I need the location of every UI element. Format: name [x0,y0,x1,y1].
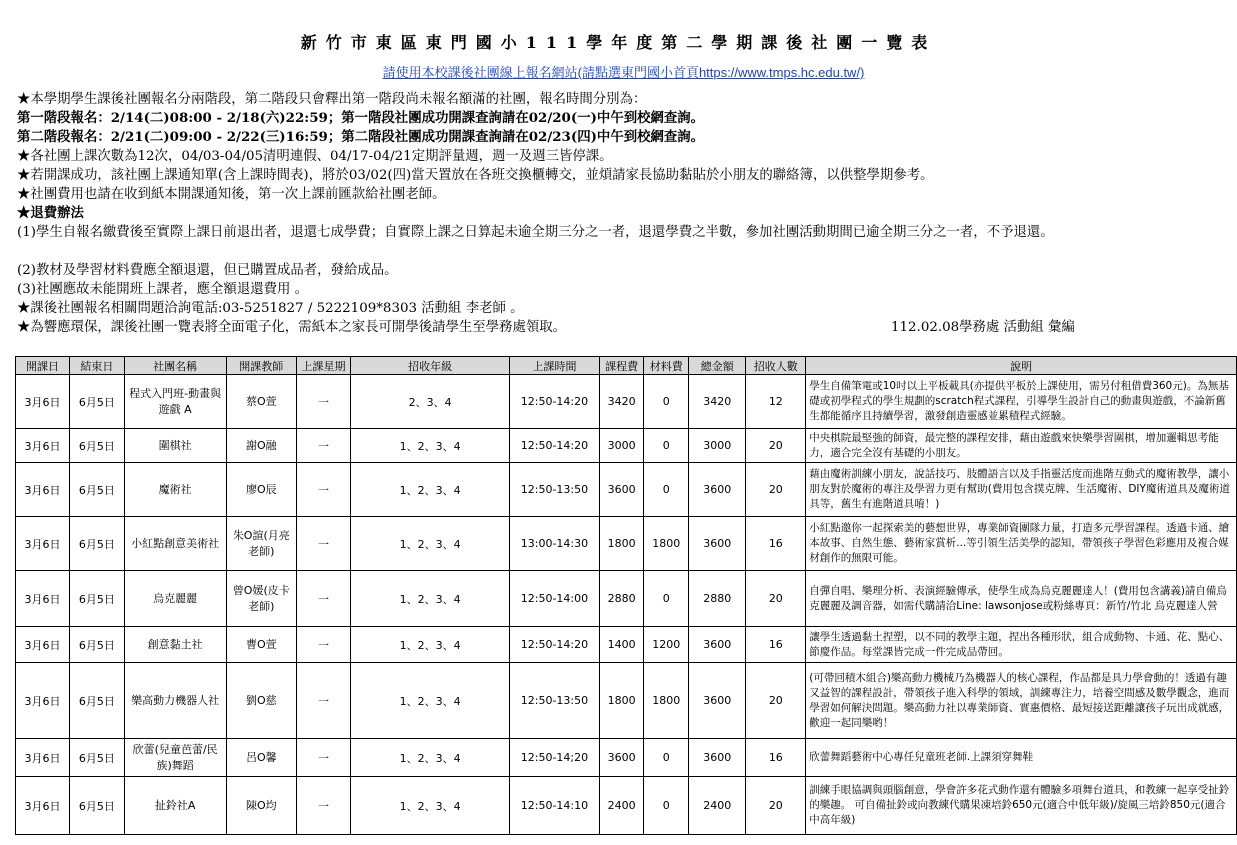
note-line: ★各社團上課次數為12次，04/03-04/05清明連假、04/17-04/21定期評量週，週一及週三皆停課。 [17,149,613,164]
table-cell: 3月6日 [16,777,70,835]
table-cell: 1、2、3、4 [351,463,510,517]
table-cell: 13:00-14:30 [510,517,600,571]
table-cell: 3600 [599,739,644,777]
table-cell: 3600 [689,517,746,571]
table-cell: 3月6日 [16,463,70,517]
table-row [16,429,1237,463]
table-cell: 12:50-13:50 [510,463,600,517]
note-line: ★課後社團報名相關問題洽詢電話:03-5251827 / 5222109*8303 活動組 李老師 。 [17,301,524,316]
note-line: (2)教材及學習材料費應全額退還，但已購置成品者，發給成品。 [17,263,398,278]
table-cell: 藉由魔術訓練小朋友，說話技巧、肢體語言以及手指靈活度而進階互動式的魔術教學，讓小朋友對於魔術的專注及學習力更有幫助(費用包含撲克牌、生活魔術、DIY魔術道具及魔術道具等，舊生有進階道具唷！) [806,463,1237,517]
table-cell: 一 [297,375,351,429]
table-cell: 1800 [644,517,689,571]
table-cell: 1、2、3、4 [351,777,510,835]
table-cell: 12 [746,375,806,429]
column-header: 上課星期 [297,357,351,375]
table-cell: 一 [297,463,351,517]
table-cell: 2、3、4 [351,375,510,429]
note-line: 第一階段報名：2/14(二)08:00 - 2/18(六)22:59；第一階段社團成功開課查詢請在02/20(一)中午到校網查詢。 [17,110,705,126]
table-cell: 0 [644,463,689,517]
table-cell: (可帶回積木組合)樂高動力機械乃為機器人的核心課程，作品都是具力學會動的！透過有趣又益智的課程設計，帶領孩子進入科學的領域，訓練專注力，培養空間感及數學觀念，進而學習如何解決問題。樂高動力社以專業師資、實惠價格、最短接送距離讓孩子玩出成就感，歡迎一起同樂哟！ [806,663,1237,739]
table-cell: 2400 [599,777,644,835]
club-table [15,356,1237,835]
table-cell: 6月5日 [69,739,124,777]
table-cell: 1、2、3、4 [351,627,510,663]
table-cell: 0 [644,739,689,777]
table-cell: 20 [746,463,806,517]
table-cell: 12:50-14;20 [510,739,600,777]
table-cell: 2880 [689,571,746,627]
table-cell: 6月5日 [69,663,124,739]
table-cell: 扯鈴社A [124,777,226,835]
table-cell: 3600 [689,463,746,517]
table-cell: 1、2、3、4 [351,663,510,739]
environment-note: ★為響應環保，課後社團一覽表將全面電子化，需紙本之家長可開學後請學生至學務處領取。 [17,320,567,335]
table-cell: 3420 [599,375,644,429]
table-cell: 12:50-14:20 [510,429,600,463]
table-cell: 0 [644,375,689,429]
table-cell: 謝O融 [226,429,297,463]
table-cell: 12:50-13:50 [510,663,600,739]
table-cell: 3000 [689,429,746,463]
table-cell: 一 [297,739,351,777]
table-cell: 烏克麗麗 [124,571,226,627]
table-cell: 3月6日 [16,517,70,571]
registration-link[interactable]: 請使用本校課後社團線上報名網站(請點選東門國小首頁https://www.tmps.hc.edu.tw/) [382,65,865,80]
table-cell: 廖O辰 [226,463,297,517]
table-cell: 一 [297,663,351,739]
table-cell: 3月6日 [16,627,70,663]
table-cell: 創意黏土社 [124,627,226,663]
table-cell: 1、2、3、4 [351,429,510,463]
note-line: ★社團費用也請在收到紙本開課通知後，第一次上課前匯款給社團老師。 [17,187,446,202]
table-cell: 6月5日 [69,777,124,835]
table-cell: 0 [644,777,689,835]
table-cell: 20 [746,429,806,463]
table-cell: 6月5日 [69,429,124,463]
table-cell: 一 [297,517,351,571]
note-line: 第二階段報名：2/21(二)09:00 - 2/22(三)16:59；第二階段社團成功開課查詢請在02/23(四)中午到校網查詢。 [17,129,705,145]
column-header: 招收年級 [351,357,510,375]
table-cell: 12:50-14:10 [510,777,600,835]
table-cell: 0 [644,429,689,463]
column-header: 開課日 [16,357,70,375]
table-cell: 一 [297,777,351,835]
table-cell: 12:50-14:00 [510,571,600,627]
table-cell: 訓練手眼協調與頭腦創意，學會許多花式動作還有體驗多項舞台道具，和教練一起享受扯鈴的樂趣。 可自備扯鈴或向教練代購果凍培鈴650元(適合中低年級)/旋風三培鈴850元(適合中高年級) [806,777,1237,835]
column-header: 招收人數 [746,357,806,375]
column-header: 課程費 [599,357,644,375]
column-header: 說明 [806,357,1237,375]
table-cell: 16 [746,739,806,777]
table-row [16,463,1237,517]
table-cell: 中央棋院最堅強的師資，最完整的課程安排，藉由遊戲來快樂學習圍棋，增加邏輯思考能力，適合完全沒有基礎的小朋友。 [806,429,1237,463]
table-row [16,375,1237,429]
column-header: 總金額 [689,357,746,375]
table-row [16,777,1237,835]
column-header: 社團名稱 [124,357,226,375]
column-header: 上課時間 [510,357,600,375]
column-header: 開課教師 [226,357,297,375]
note-line: ★退費辦法 [17,205,84,221]
table-cell: 16 [746,517,806,571]
table-cell: 讓學生透過黏土捏塑，以不同的教學主題，捏出各種形狀，組合成動物、卡通、花、點心、節慶作品。每堂課皆完成一件完成品帶回。 [806,627,1237,663]
table-cell: 3600 [689,663,746,739]
table-cell: 1、2、3、4 [351,739,510,777]
table-cell: 6月5日 [69,463,124,517]
table-cell: 1800 [644,663,689,739]
table-cell: 一 [297,571,351,627]
table-cell: 樂高動力機器人社 [124,663,226,739]
table-cell: 1400 [599,627,644,663]
table-cell: 1800 [599,663,644,739]
table-cell: 程式入門班-動畫與遊戲 A [124,375,226,429]
table-cell: 3月6日 [16,375,70,429]
table-cell: 欣蕾舞蹈藝術中心專任兒童班老師.上課須穿舞鞋 [806,739,1237,777]
table-cell: 6月5日 [69,571,124,627]
table-cell: 20 [746,777,806,835]
table-cell: 2880 [599,571,644,627]
table-cell: 20 [746,571,806,627]
note-line: (3)社團應故未能開班上課者，應全額退還費用 。 [17,282,309,297]
table-cell: 3月6日 [16,429,70,463]
table-cell: 0 [644,571,689,627]
table-cell: 1、2、3、4 [351,517,510,571]
table-cell: 2400 [689,777,746,835]
table-cell: 1800 [599,517,644,571]
compiled-by: 112.02.08學務處 活動組 彙編 [891,320,1075,335]
notes-section [17,90,1227,337]
table-cell: 蔡O萱 [226,375,297,429]
table-row [16,571,1237,627]
table-cell: 6月5日 [69,517,124,571]
table-cell: 6月5日 [69,375,124,429]
table-cell: 16 [746,627,806,663]
table-cell: 朱O諠(月亮老師) [226,517,297,571]
table-cell: 自彈自唱、樂理分析、表演經驗傳承，使學生成為烏克麗麗達人！(費用包含講義)請自備烏克麗麗及調音器，如需代購請洽Line: lawsonjose或粉絲專頁：新竹/竹北 烏克麗達人營 [806,571,1237,627]
table-cell: 劉O慈 [226,663,297,739]
table-cell: 一 [297,429,351,463]
table-cell: 1200 [644,627,689,663]
note-line: (1)學生自報名繳費後至實際上課日前退出者，退還七成學費；自實際上課之日算起未逾全期三分之一者，退還學費之半數，參加社團活動期間已逾全期三分之一者，不予退還。 [17,225,1054,240]
note-line-last [17,318,1227,337]
table-row [16,739,1237,777]
table-cell: 魔術社 [124,463,226,517]
table-cell: 陳O均 [226,777,297,835]
table-cell: 12:50-14:20 [510,375,600,429]
table-cell: 3600 [689,739,746,777]
table-cell: 欣蕾(兒童芭蕾/民族)舞蹈 [124,739,226,777]
table-cell: 3月6日 [16,571,70,627]
table-cell: 1、2、3、4 [351,571,510,627]
table-cell: 學生自備筆電或10吋以上平板載具(亦提供平板於上課使用，需另付租借費360元)。為無基礎或初學程式的學生規劃的scratch程式課程，引導學生設計自己的動畫與遊戲，不論新舊生都能循序且持續學習，激發創造靈感並累積程式經驗。 [806,375,1237,429]
note-line: ★若開課成功，該社團上課通知單(含上課時間表)，將於03/02(四)當天置放在各班交換櫃轉交，並煩請家長協助黏貼於小朋友的聯絡簿，以供整學期參考。 [17,168,934,183]
table-cell: 20 [746,663,806,739]
table-cell: 12:50-14:20 [510,627,600,663]
table-cell: 曹O萱 [226,627,297,663]
column-header: 結束日 [69,357,124,375]
table-row [16,663,1237,739]
table-cell: 小紅點創意美術社 [124,517,226,571]
table-cell: 呂O馨 [226,739,297,777]
table-cell: 3月6日 [16,739,70,777]
page-title: 新竹市東區東門國小111學年度第二學期課後社團一覽表 [300,33,937,52]
table-row [16,517,1237,571]
table-cell: 小紅點邀你一起探索美的藝想世界，專業師資團隊力量，打造多元學習課程。透過卡通、繪本故事、自然生態、藝術家賞析...等引領生活美學的認知，帶領孩子學習色彩應用及複合媒材創作的無限可能。 [806,517,1237,571]
column-header: 材料費 [644,357,689,375]
table-cell: 3月6日 [16,663,70,739]
table-cell: 3600 [599,463,644,517]
table-cell: 曾O媛(皮卡老師) [226,571,297,627]
table-cell: 一 [297,627,351,663]
table-cell: 3420 [689,375,746,429]
table-header-row [16,357,1237,375]
table-cell: 圍棋社 [124,429,226,463]
table-cell: 6月5日 [69,627,124,663]
table-row [16,627,1237,663]
note-line: ★本學期學生課後社團報名分兩階段，第二階段只會釋出第一階段尚未報名額滿的社團，報名時間分別為： [17,92,647,107]
table-cell: 3600 [689,627,746,663]
table-cell: 3000 [599,429,644,463]
